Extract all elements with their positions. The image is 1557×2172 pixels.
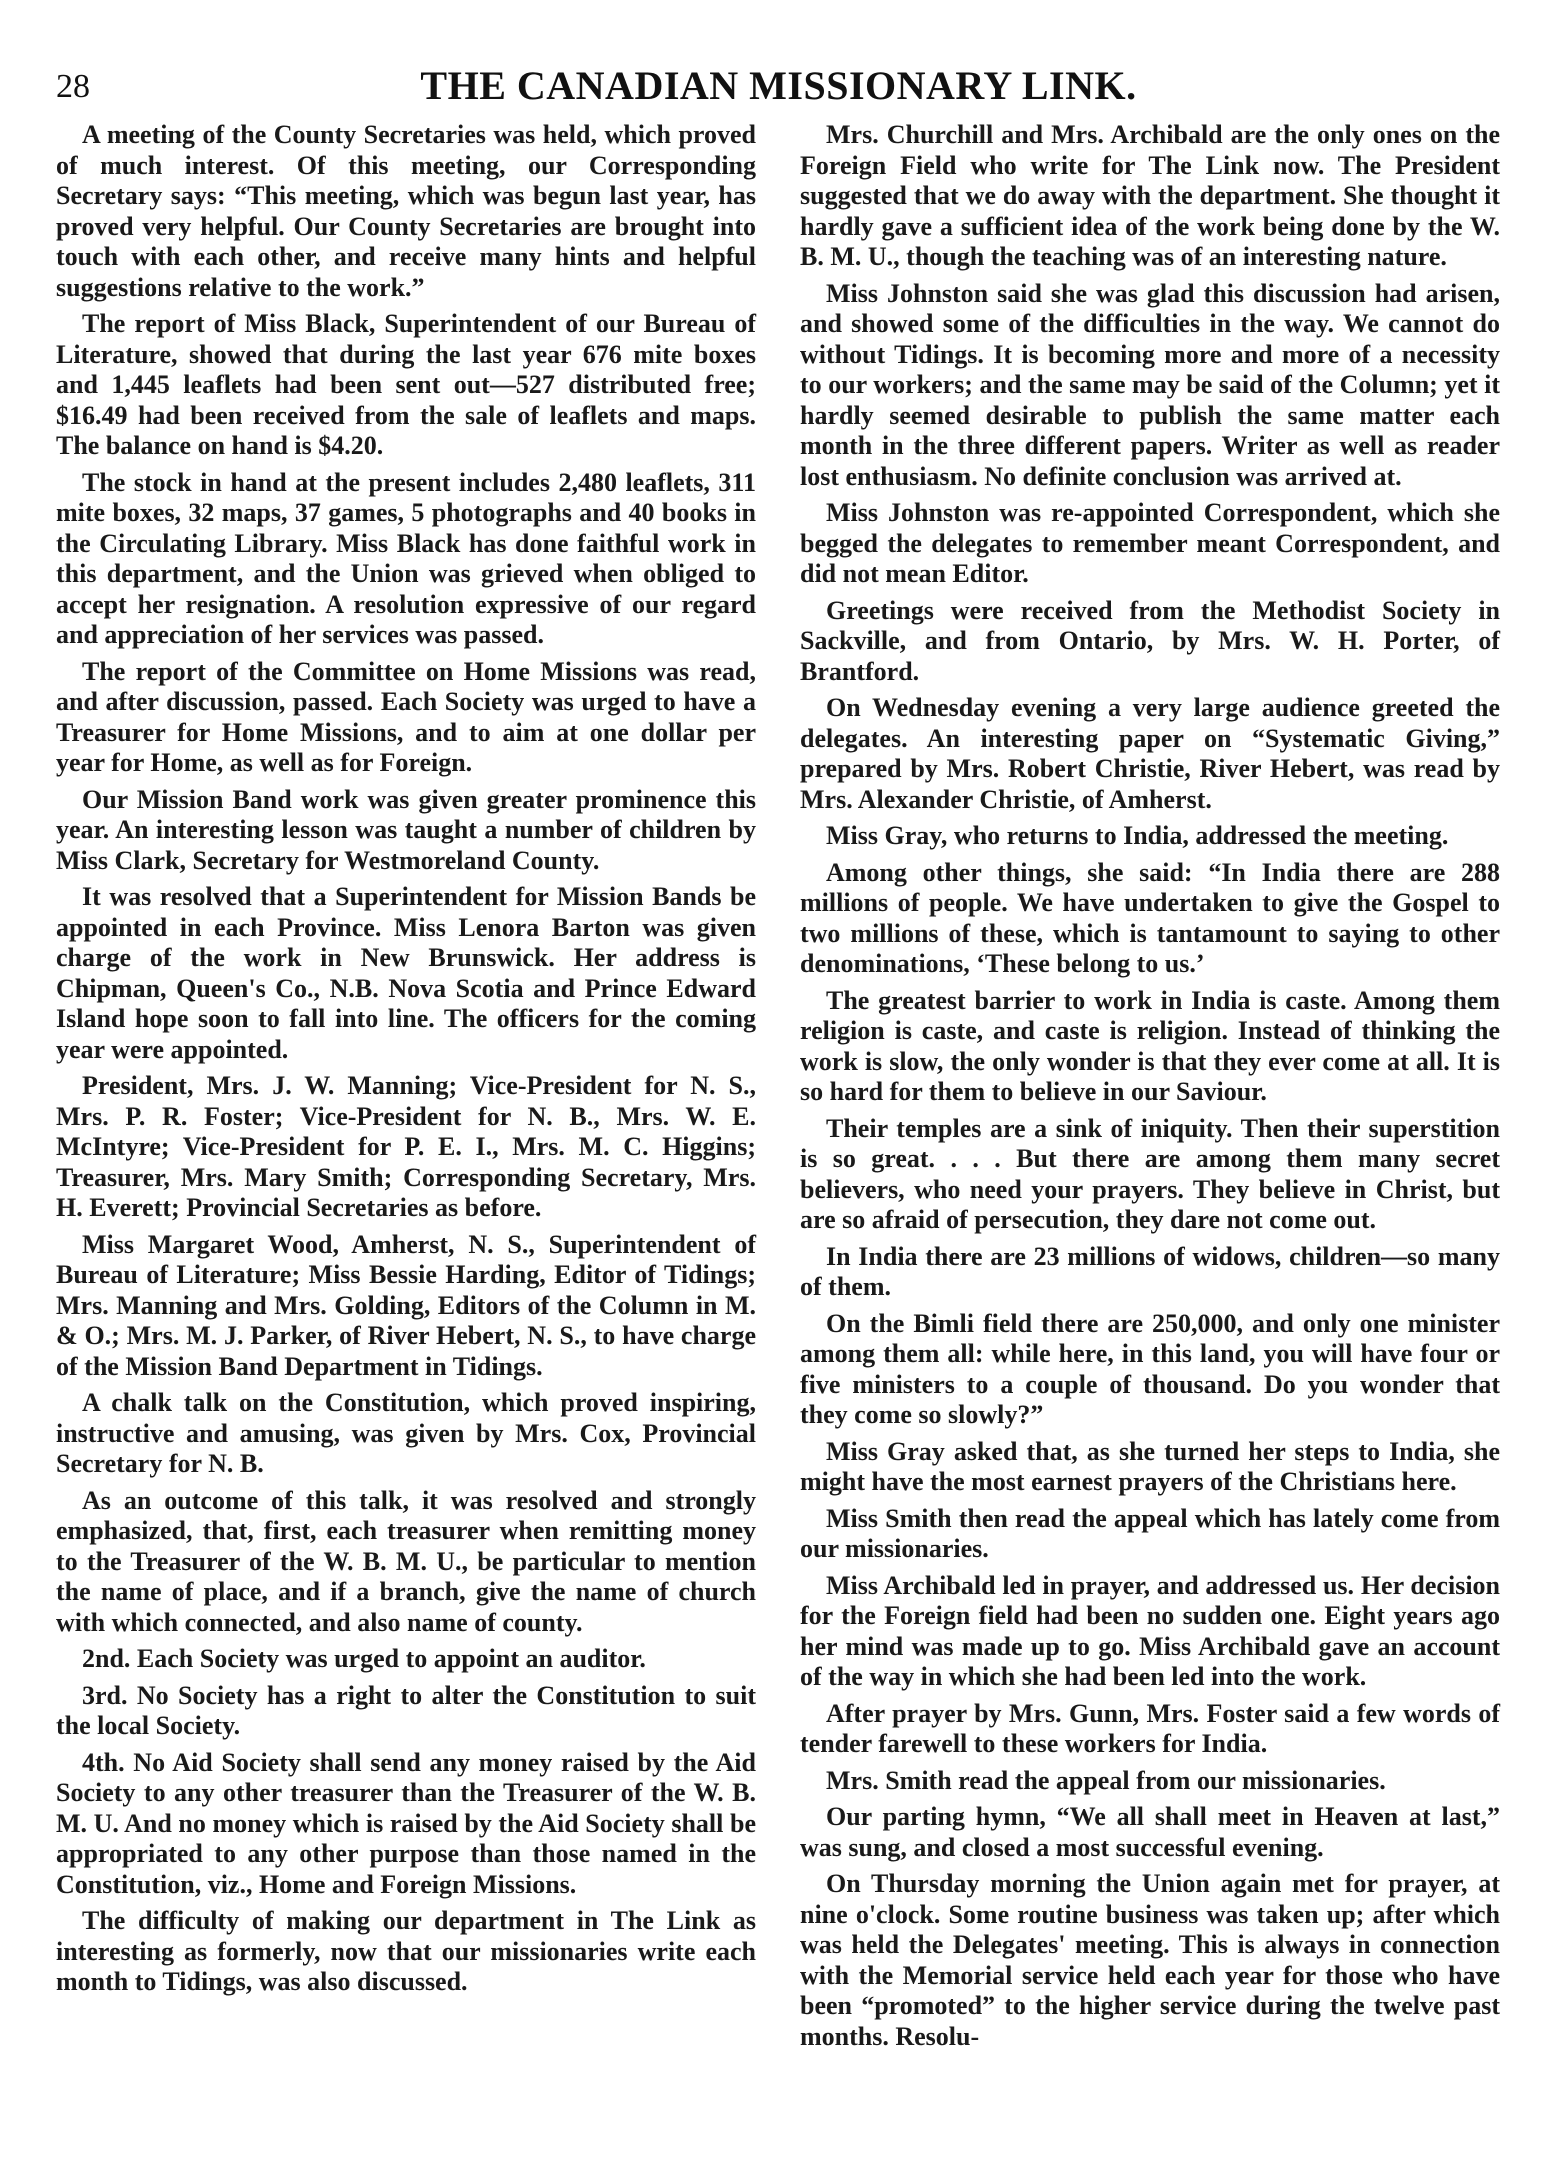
paragraph: The greatest barrier to work in India is caste. Among them religion is caste, and caste is religion. Instead of thinking the work is slow, the only wonder is that they ever come at all. It is so hard for them to believe in our Saviour. <box>800 985 1500 1106</box>
paragraph: Mrs. Smith read the appeal from our missionaries. <box>826 1765 1386 1795</box>
page-number: 28 <box>56 68 90 105</box>
paragraph: 3rd. No Society has a right to alter the Constitution to suit the local Society. <box>56 1680 756 1740</box>
paragraph: The report of the Committee on Home Missions was read, and after discussion, passed. Each Society was urged to have a Treasurer for Home Missions, and to aim at one dollar per year for Home, as well as for Foreign. <box>56 656 756 777</box>
paragraph: Miss Johnston was re-appointed Correspondent, which she begged the delegates to remember meant Correspondent, and did not mean Editor. <box>800 498 1500 588</box>
paragraph: After prayer by Mrs. Gunn, Mrs. Foster said a few words of tender farewell to these workers for India. <box>800 1698 1500 1758</box>
paragraph: As an outcome of this talk, it was resolved and strongly emphasized, that, first, each treasurer when remitting money to the Treasurer of the W. B. M. U., be particular to mention the name of place, and if a branch, give the name of church with which connected, and also name of county. <box>56 1485 756 1637</box>
paragraph: On Thursday morning the Union again met for prayer, at nine o'clock. Some routine business was taken up; after which was held the Delegates' meeting. This is always in connection with the Memorial service held each year for those who have been “promoted” to the higher service during the twelve past months. Resolu- <box>800 1869 1500 2051</box>
paragraph: Greetings were received from the Methodist Society in Sackville, and from Ontario, by Mrs. W. H. Porter, of Brantford. <box>800 595 1500 686</box>
paragraph: On the Bimli field there are 250,000, and only one minister among them all: while here, in this land, you will have four or five ministers to a couple of thousand. Do you wonder that they come so slowly?” <box>800 1308 1500 1429</box>
paragraph: President, Mrs. J. W. Manning; Vice-President for N. S., Mrs. P. R. Foster; Vice-President for N. B., Mrs. W. E. McIntyre; Vice-President for P. E. I., Mrs. M. C. Higgins; Treasurer, Mrs. Mary Smith; Corresponding Secretary, Mrs. H. Everett; Provincial Secretaries as before. <box>56 1071 756 1222</box>
text-columns <box>56 120 1501 2058</box>
paragraph: In India there are 23 millions of widows, children—so many of them. <box>800 1241 1500 1301</box>
paragraph: Our Mission Band work was given greater prominence this year. An interesting lesson was taught a number of children by Miss Clark, Secretary for Westmoreland County. <box>56 784 756 875</box>
page-header <box>56 60 1501 114</box>
right-column <box>800 120 1500 2058</box>
paragraph: The report of Miss Black, Superintendent of our Bureau of Literature, showed that during the last year 676 mite boxes and 1,445 leaflets had been sent out—527 distributed free; $16.49 had been received from the sale of leaflets and maps. The balance on hand is $4.20. <box>56 309 756 460</box>
paragraph: 4th. No Aid Society shall send any money raised by the Aid Society to any other treasurer than the Treasurer of the W. B. M. U. And no money which is raised by the Aid Society shall be appropriated to any other purpose than those named in the Constitution, viz., Home and Foreign Missions. <box>56 1747 756 1899</box>
paragraph: Miss Smith then read the appeal which has lately come from our missionaries. <box>800 1503 1500 1563</box>
paragraph: Miss Johnston said she was glad this discussion had arisen, and showed some of the difficulties in the way. We cannot do without Tidings. It is becoming more and more of a necessity to our workers; and the same may be said of the Column; yet it hardly seemed desirable to publish the same matter each month in the three different papers. Writer as well as reader lost enthusiasm. No definite conclusion was arrived at. <box>800 278 1500 491</box>
paragraph: Miss Archibald led in prayer, and addressed us. Her decision for the Foreign field had been no sudden one. Eight years ago her mind was made up to go. Miss Archibald gave an account of the way in which she had been led into the work. <box>800 1570 1500 1691</box>
paragraph: Miss Gray asked that, as she turned her steps to India, she might have the most earnest prayers of the Christians here. <box>800 1436 1500 1496</box>
paragraph: 2nd. Each Society was urged to appoint an auditor. <box>82 1644 646 1673</box>
left-column <box>56 120 756 2058</box>
paragraph: Among other things, she said: “In India there are 288 millions of people. We have undertaken to give the Gospel to two millions of these, which is tantamount to saying to other denominations, ‘These belong to us.’ <box>800 857 1500 978</box>
paragraph: The difficulty of making our department in The Link as interesting as formerly, now that our missionaries write each month to Tidings, was also discussed. <box>56 1906 756 1996</box>
paragraph: A meeting of the County Secretaries was held, which proved of much interest. Of this meeting, our Corresponding Secretary says: “This meeting, which was begun last year, has proved very helpful. Our County Secretaries are brought into touch with each other, and receive many hints and helpful suggestions relative to the work.” <box>56 120 756 302</box>
paragraph: Mrs. Churchill and Mrs. Archibald are the only ones on the Foreign Field who write for The Link now. The President suggested that we do away with the department. She thought it hardly gave a sufficient idea of the work being done by the W. B. M. U., though the teaching was of an interesting nature. <box>800 120 1500 271</box>
paragraph: It was resolved that a Superintendent for Mission Bands be appointed in each Province. Miss Lenora Barton was given charge of the work in New Brunswick. Her address is Chipman, Queen's Co., N.B. Nova Scotia and Prince Edward Island hope soon to fall into line. The officers for the coming year were appointed. <box>56 882 756 1064</box>
paragraph: The stock in hand at the present includes 2,480 leaflets, 311 mite boxes, 32 maps, 37 games, 5 photographs and 40 books in the Circulating Library. Miss Black has done faithful work in this department, and the Union was grieved when obliged to accept her resignation. A resolution expressive of our regard and appreciation of her services was passed. <box>56 467 756 649</box>
paragraph: Miss Gray, who returns to India, addressed the meeting. <box>826 821 1449 850</box>
paragraph: Their temples are a sink of iniquity. Then their superstition is so great. . . . But there are among them many secret believers, who need your prayers. They believe in Christ, but are so afraid of persecution, they dare not come out. <box>800 1113 1500 1234</box>
paragraph: Miss Margaret Wood, Amherst, N. S., Superintendent of Bureau of Literature; Miss Bessie Harding, Editor of Tidings; Mrs. Manning and Mrs. Golding, Editors of the Column in M. & O.; Mrs. M. J. Parker, of River Hebert, N. S., to have charge of the Mission Band Department in Tidings. <box>56 1229 756 1381</box>
paragraph: Our parting hymn, “We all shall meet in Heaven at last,” was sung, and closed a most successful evening. <box>800 1802 1500 1862</box>
paragraph: On Wednesday evening a very large audience greeted the delegates. An interesting paper on “Systematic Giving,” prepared by Mrs. Robert Christie, River Hebert, was read by Mrs. Alexander Christie, of Amherst. <box>800 693 1500 814</box>
publication-title: THE CANADIAN MISSIONARY LINK. <box>420 63 1137 108</box>
paragraph: A chalk talk on the Constitution, which proved inspiring, instructive and amusing, was given by Mrs. Cox, Provincial Secretary for N. B. <box>56 1388 756 1478</box>
